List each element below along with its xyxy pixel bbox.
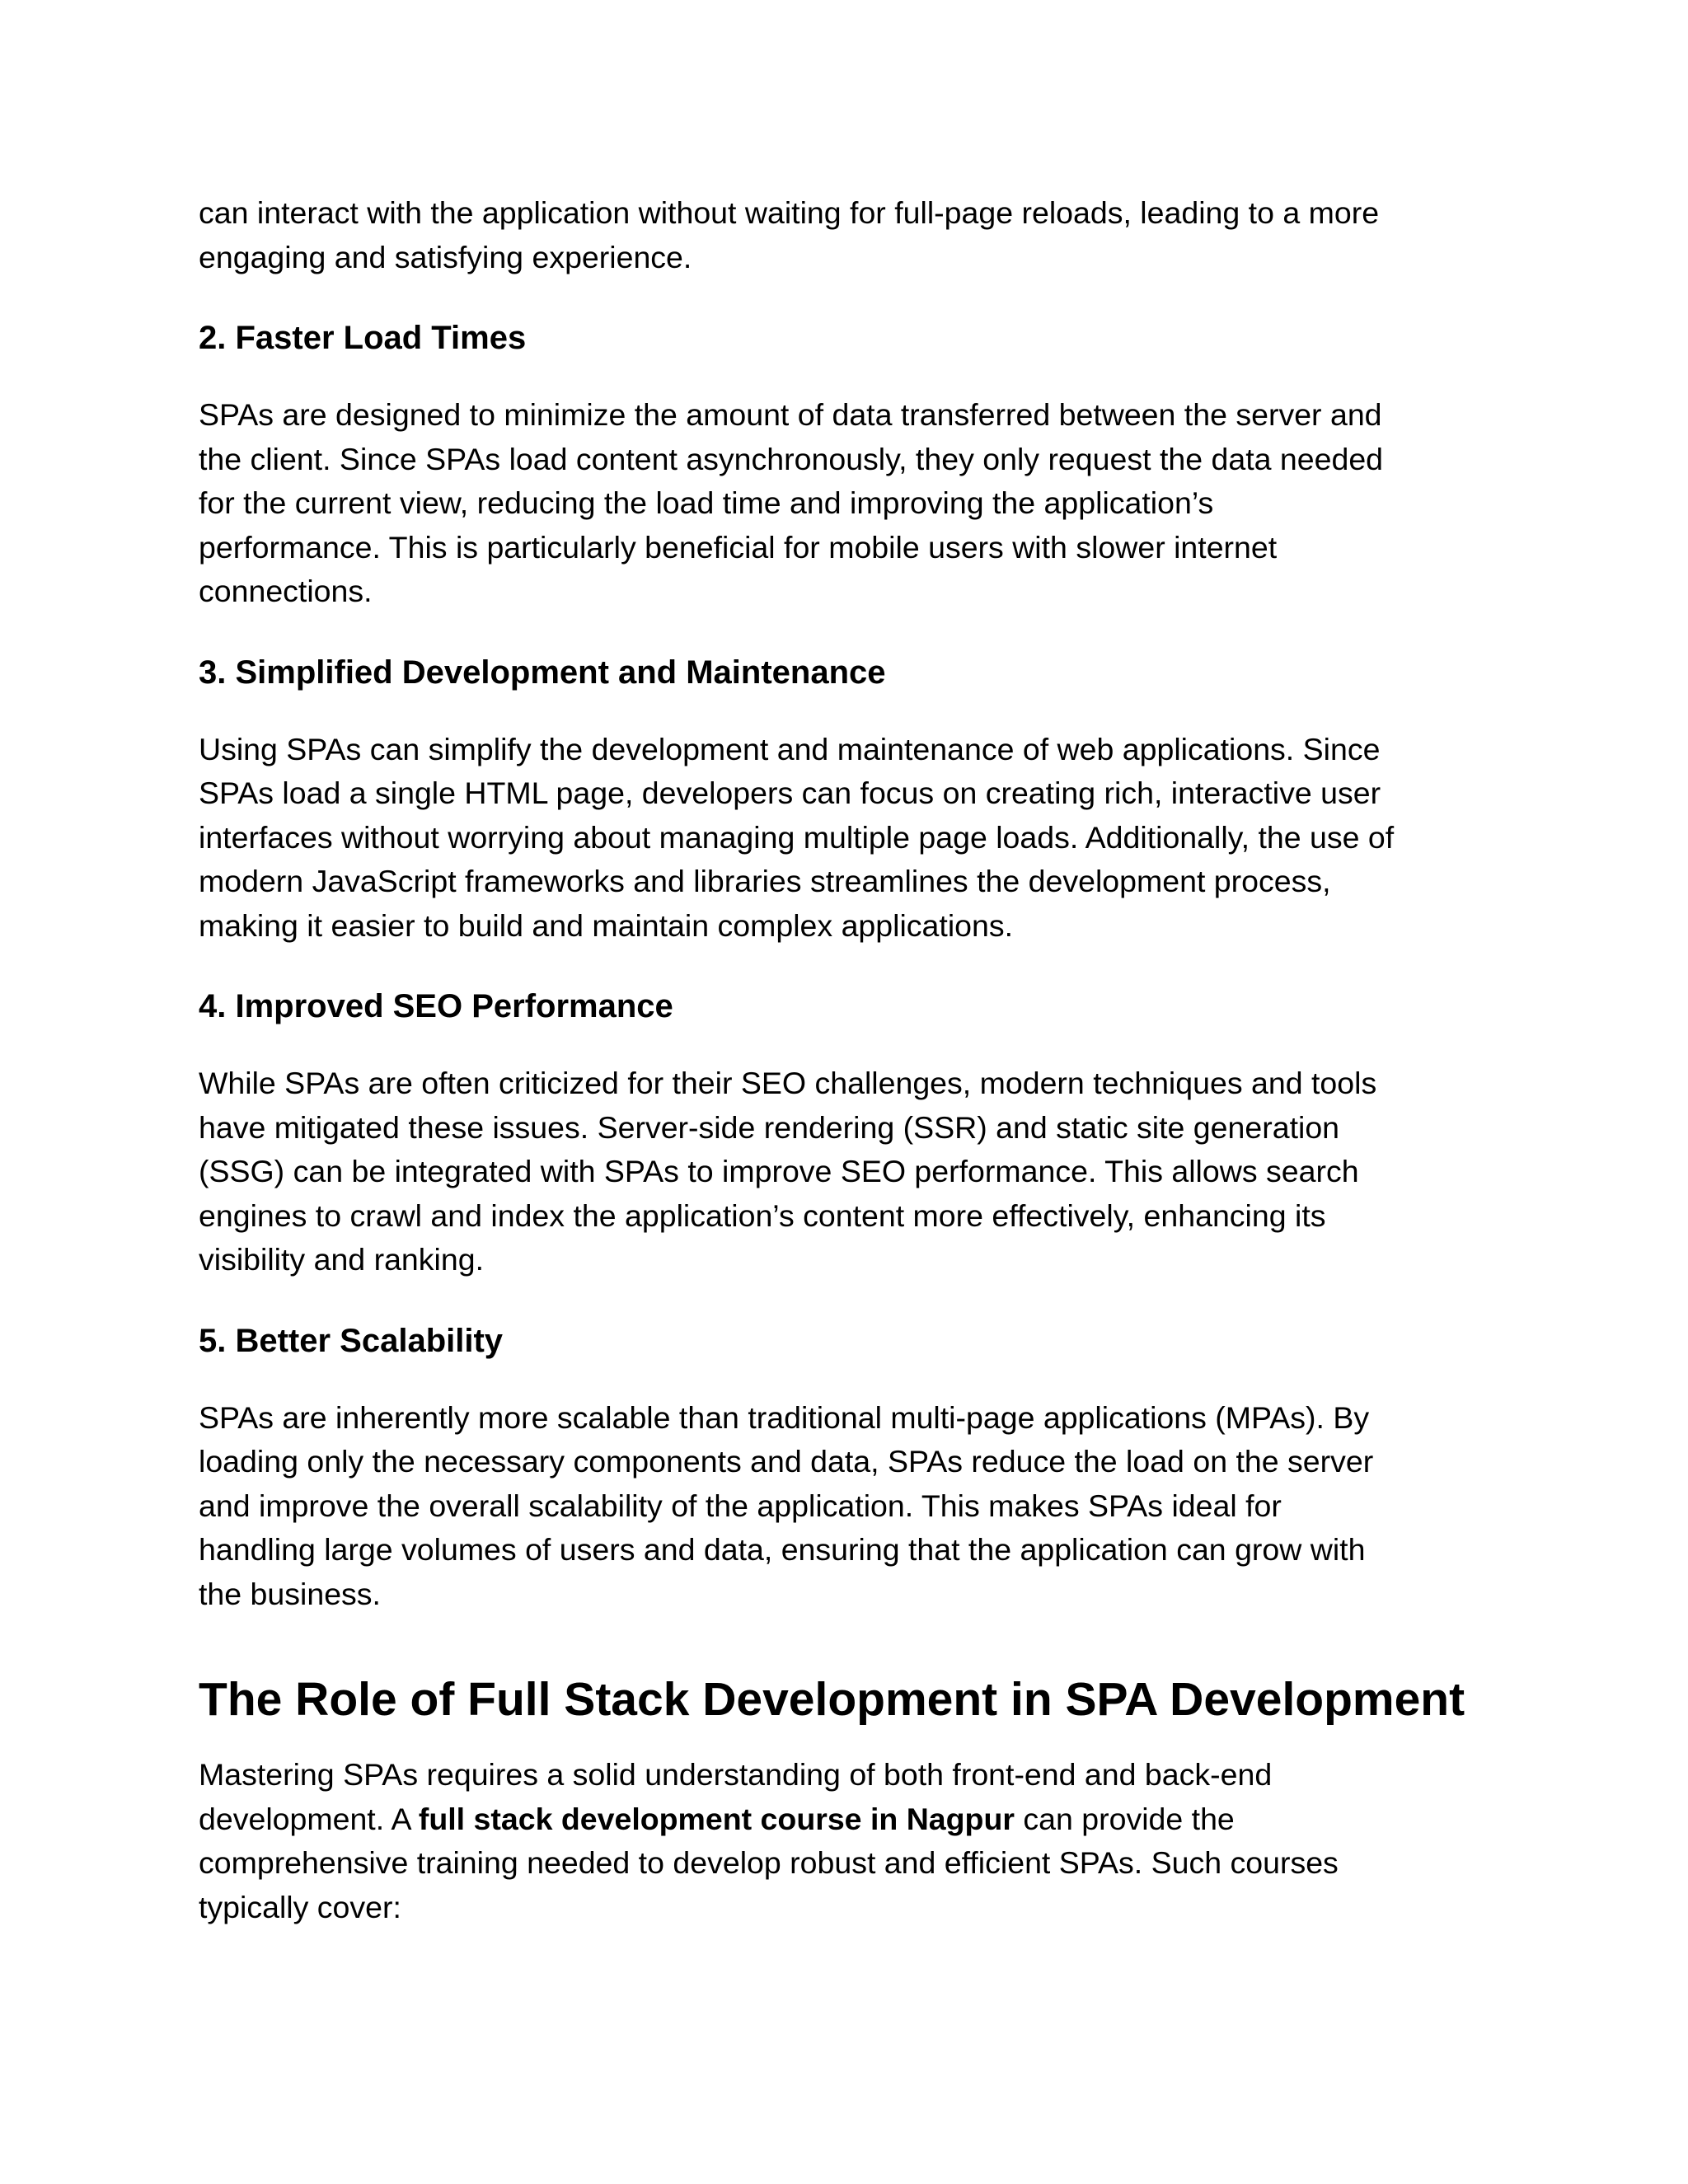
section-heading-role-of-full-stack: The Role of Full Stack Development in SPA Development [199,1673,1465,1726]
paragraph-line: Mastering SPAs requires a solid understanding of both front-end and back-end [199,1757,1273,1792]
paragraph-line: modern JavaScript frameworks and libraries streamlines the development process, [199,864,1331,898]
section-paragraph-improved-seo [199,1062,1501,1282]
paragraph-line: have mitigated these issues. Server-side rendering (SSR) and static site generation [199,1109,1340,1145]
paragraph-line: comprehensive training needed to develop robust and efficient SPAs. Such courses [199,1845,1339,1880]
section-heading-faster-load-times: 2. Faster Load Times [199,320,527,356]
paragraph-line: SPAs are inherently more scalable than traditional multi-page applications (MPAs). By [199,1399,1370,1435]
paragraph-line: SPAs are designed to minimize the amount of data transferred between the server and [199,397,1382,432]
paragraph-line: for the current view, reducing the load time and improving the application’s [199,485,1214,520]
paragraph-line: the client. Since SPAs load content asynchronously, they only request the data needed [199,441,1384,476]
paragraph-line: performance. This is particularly beneficial for mobile users with slower internet [199,529,1278,565]
paragraph-line: loading only the necessary components and data, SPAs reduce the load on the server [199,1444,1374,1479]
section-paragraph-simplified-development [199,728,1501,949]
paragraph-line: (SSG) can be integrated with SPAs to improve SEO performance. This allows search [199,1154,1359,1188]
section-paragraph-role-of-full-stack [199,1753,1501,1929]
paragraph-line: engines to crawl and index the application’s content more effectively, enhancing its [199,1197,1326,1233]
paragraph-line: the business. [199,1576,381,1611]
section-paragraph-better-scalability [199,1396,1501,1617]
paragraph-line: interfaces without worrying about managing multiple page loads. Additionally, the use of [199,819,1395,855]
paragraph-line: handling large volumes of users and data, ensuring that the application can grow with [199,1532,1366,1567]
paragraph-line: engaging and satisfying experience. [199,239,692,274]
paragraph-line: can interact with the application without waiting for full-page reloads, leading to a more [199,195,1380,230]
paragraph-line: Using SPAs can simplify the development and maintenance of web applications. Since [199,731,1381,766]
intro-paragraph [199,191,1501,279]
paragraph-text: can provide the [1014,1801,1235,1836]
section-paragraph-faster-load-times [199,393,1501,614]
document-page [199,191,1501,1929]
course-highlight: full stack development course in Nagpur [418,1801,1015,1836]
paragraph-line [199,1797,1501,1842]
paragraph-line: connections. [199,574,373,608]
section-heading-simplified-development: 3. Simplified Development and Maintenance [199,654,886,691]
paragraph-line: SPAs load a single HTML page, developers can focus on creating rich, interactive user [199,776,1381,810]
paragraph-line: making it easier to build and maintain complex applications. [199,907,1014,943]
paragraph-text: development. A [199,1801,419,1836]
paragraph-line: visibility and ranking. [199,1242,484,1277]
paragraph-line: typically cover: [199,1889,401,1924]
section-heading-better-scalability: 5. Better Scalability [199,1322,504,1359]
section-heading-improved-seo: 4. Improved SEO Performance [199,988,673,1024]
paragraph-line: While SPAs are often criticized for their SEO challenges, modern techniques and tools [199,1066,1377,1100]
paragraph-line: and improve the overall scalability of the application. This makes SPAs ideal for [199,1488,1282,1523]
